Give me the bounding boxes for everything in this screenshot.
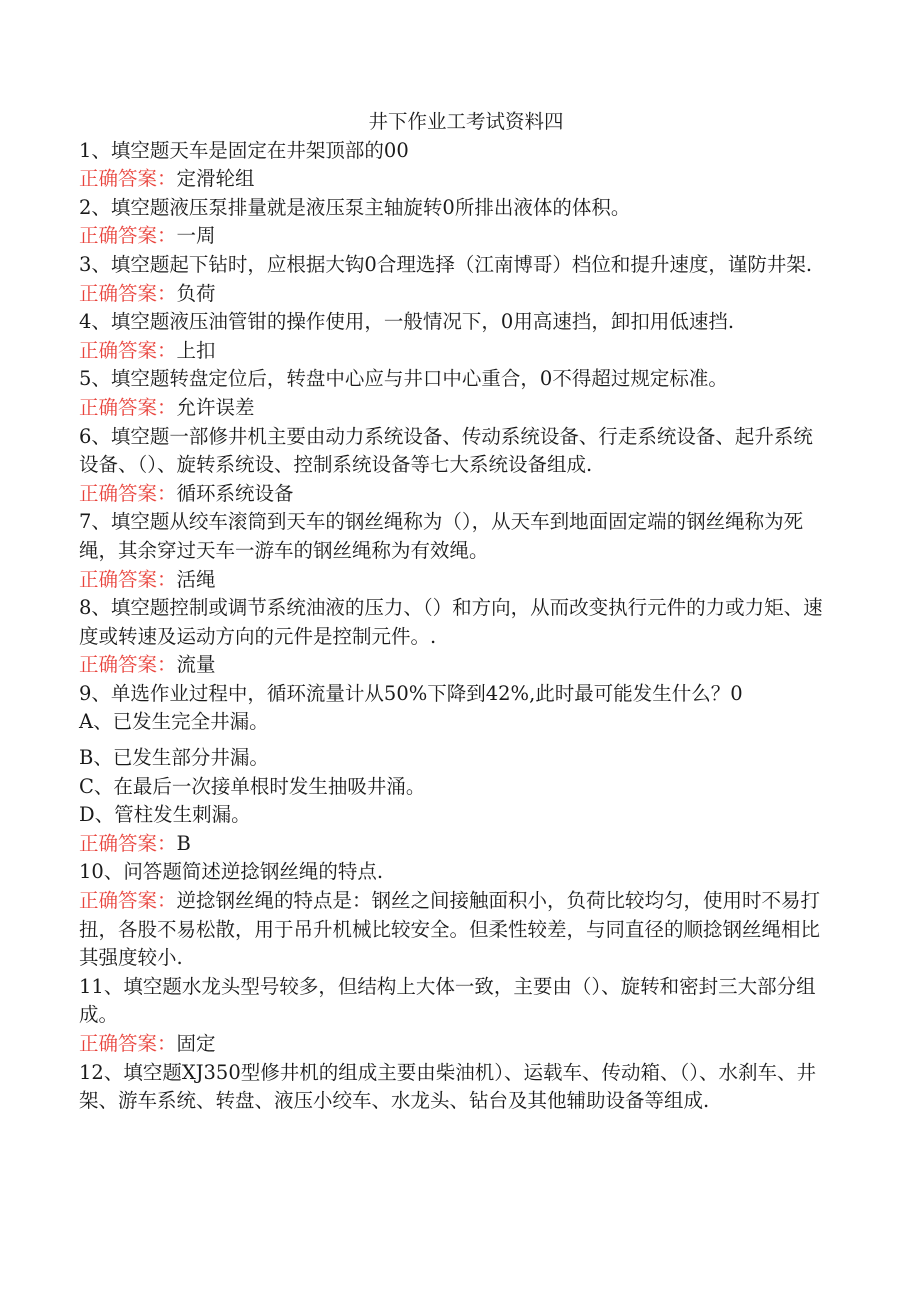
option-d: D、管柱发生刺漏。 [79, 803, 251, 827]
answer-2 [79, 222, 829, 251]
answer-3 [79, 280, 829, 309]
question-2: 2、填空题液压泵排量就是液压泵主轴旋转0所排出液体的体积。 [79, 195, 631, 219]
question-11: 11、填空题水龙头型号较多，但结构上大体一致，主要由（）、旋转和密封三大部分组成。 [79, 974, 816, 1027]
question-8: 8、填空题控制或调节系统油液的压力、（）和方向，从而改变执行元件的力或力矩、速度或转速及运动方向的元件是控制元件。. [79, 596, 823, 648]
answer-text: B [176, 831, 191, 855]
question-3: 3、填空题起下钻时，应根据大钩0合理选择（江南博哥）档位和提升速度，谨防井架. [79, 252, 813, 276]
answer-label: 正确答案： [79, 224, 177, 248]
answer-6 [79, 480, 829, 509]
answer-text: 固定 [176, 1032, 216, 1055]
answer-text: 逆捻钢丝绳的特点是：钢丝之间接触面积小，负荷比较均匀，使用时不易打扭，各股不易松散，用于吊升机械比较安全。但柔性较差，与同直径的顺捻钢丝绳相比其强度较小. [79, 889, 821, 970]
answer-text: 定滑轮组 [176, 167, 255, 191]
answer-label: 正确答案： [79, 481, 177, 505]
answer-text: 活绳 [176, 567, 216, 591]
question-9: 9、单选作业过程中，循环流量计从50%下降到42%,此时最可能发生什么？0 [79, 681, 743, 705]
answer-text: 允许误差 [176, 395, 255, 419]
question-4: 4、填空题液压油管钳的操作使用，一般情况下，0用高速挡，卸扣用低速挡. [79, 310, 735, 334]
question-5: 5、填空题转盘定位后，转盘中心应与井口中心重合，0不得超过规定标准。 [79, 367, 728, 391]
option-c: C、在最后一次接单根时发生抽吸井涌。 [79, 774, 426, 798]
answer-text: 一周 [176, 224, 216, 248]
option-a: A、已发生完全井漏。 [79, 710, 269, 734]
answer-8 [79, 651, 829, 680]
answer-text: 循环系统设备 [176, 481, 294, 505]
document-page [79, 108, 829, 1116]
answer-text: 流量 [176, 653, 216, 677]
answer-5 [79, 394, 829, 423]
answer-7 [79, 566, 829, 595]
option-b: B、已发生部分井漏。 [79, 746, 269, 770]
answer-label: 正确答案： [79, 338, 177, 362]
question-6: 6、填空题一部修井机主要由动力系统设备、传动系统设备、行走系统设备、起升系统设备、（）、旋转系统设、控制系统设备等七大系统设备组成. [79, 424, 813, 477]
question-10: 10、问答题简述逆捻钢丝绳的特点. [79, 860, 384, 884]
document-title: 井下作业工考试资料四 [368, 110, 564, 133]
answer-label: 正确答案： [79, 395, 177, 419]
answer-label: 正确答案： [79, 1032, 177, 1055]
answer-4 [79, 337, 829, 366]
answer-label: 正确答案： [79, 889, 177, 913]
answer-1 [79, 165, 829, 194]
question-7: 7、填空题从绞车滚筒到天车的钢丝绳称为（），从天车到地面固定端的钢丝绳称为死绳，其余穿过天车一游车的钢丝绳称为有效绳。 [79, 510, 804, 562]
answer-9 [79, 830, 829, 859]
answer-text: 上扣 [176, 338, 216, 362]
question-12: 12、填空题XJ350型修井机的组成主要由柴油机）、运载车、传动箱、（）、水刹车、井架、游车系统、转盘、液压小绞车、水龙头、钻台及其他辅助设备等组成. [79, 1060, 816, 1113]
answer-10 [79, 887, 829, 973]
answer-label: 正确答案： [79, 653, 177, 677]
answer-label: 正确答案： [79, 281, 177, 305]
answer-11 [79, 1030, 829, 1059]
question-1: 1、填空题天车是固定在井架顶部的00 [79, 138, 409, 162]
answer-label: 正确答案： [79, 831, 177, 855]
answer-label: 正确答案： [79, 567, 177, 591]
answer-text: 负荷 [176, 281, 216, 305]
answer-label: 正确答案： [79, 167, 177, 191]
